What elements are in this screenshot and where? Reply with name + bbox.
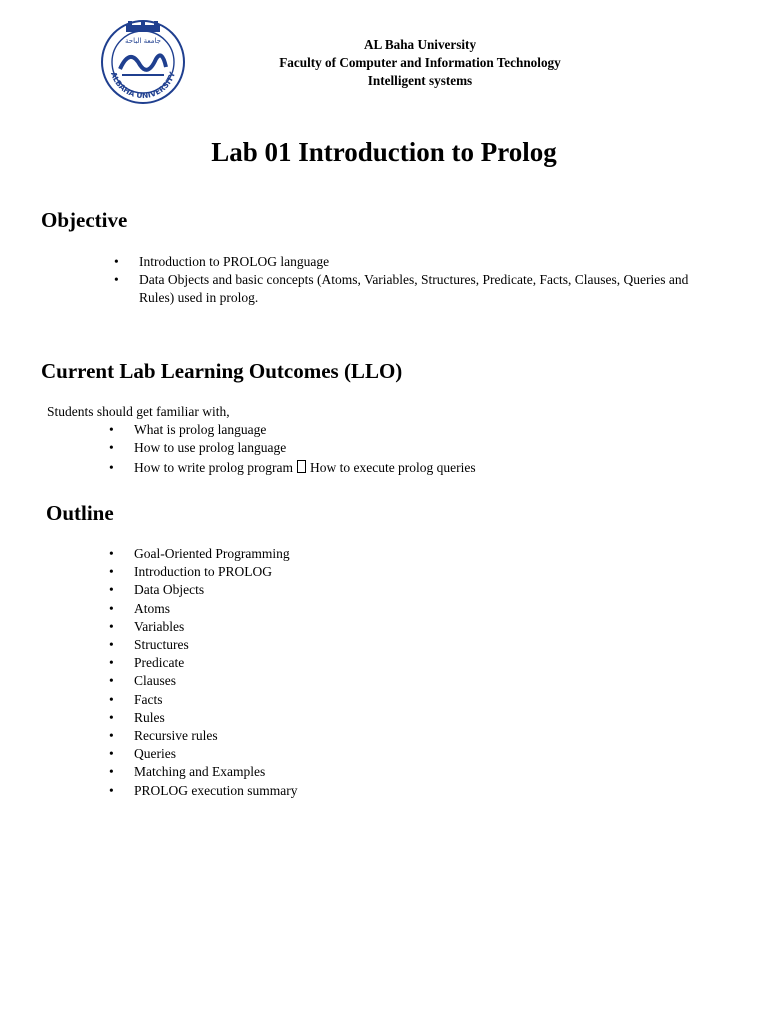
list-item-text: Queries bbox=[134, 746, 176, 762]
list-item bbox=[109, 421, 694, 439]
university-name: AL Baha University bbox=[363, 37, 477, 52]
missing-glyph-box-icon bbox=[297, 460, 306, 473]
bullet: • bbox=[109, 746, 114, 762]
bullet: • bbox=[114, 272, 119, 288]
list-item bbox=[109, 763, 634, 781]
list-item-text: Atoms bbox=[134, 600, 171, 616]
university-header bbox=[220, 36, 620, 90]
list-item bbox=[109, 439, 694, 457]
list-item bbox=[109, 654, 634, 672]
list-item-text: Predicate bbox=[134, 655, 185, 671]
list-item bbox=[109, 545, 634, 563]
logo-arabic-small: جامعة الباحة bbox=[125, 37, 161, 45]
bullet: • bbox=[109, 422, 114, 437]
objective-heading: Objective bbox=[41, 208, 128, 232]
list-item bbox=[109, 672, 634, 690]
list-item-text: Variables bbox=[134, 618, 185, 634]
list-item bbox=[109, 459, 694, 477]
list-item bbox=[109, 581, 634, 599]
albaha-university-logo bbox=[100, 19, 186, 105]
outline-heading: Outline bbox=[46, 501, 114, 525]
list-item-text: Data Objects and basic concepts (Atoms, Variables, Structures, Predicate, Facts, Clauses, Queries and Rules) used in prolog. bbox=[139, 272, 689, 306]
bullet: • bbox=[109, 637, 114, 653]
list-item-text: Introduction to PROLOG language bbox=[139, 254, 330, 269]
llo-intro: Students should get familiar with, bbox=[47, 404, 230, 419]
bullet: • bbox=[109, 691, 114, 707]
bullet: • bbox=[109, 582, 114, 598]
list-item-text: Clauses bbox=[134, 673, 176, 689]
list-item-text: Rules bbox=[134, 709, 165, 725]
bullet: • bbox=[109, 673, 114, 689]
bullet: • bbox=[109, 728, 114, 744]
bullet: • bbox=[109, 764, 114, 780]
list-item-text: How to use prolog language bbox=[134, 440, 287, 456]
list-item bbox=[109, 709, 634, 727]
logo-ring-text: ALBAHA UNIVERSITY bbox=[108, 70, 178, 101]
list-item bbox=[114, 253, 719, 271]
faculty-name: Faculty of Computer and Information Technology bbox=[279, 55, 561, 70]
llo-list bbox=[109, 421, 694, 478]
list-item bbox=[114, 271, 719, 307]
list-item bbox=[109, 563, 634, 581]
list-item bbox=[109, 636, 634, 654]
bullet: • bbox=[109, 782, 114, 798]
objective-list bbox=[114, 253, 719, 308]
list-item bbox=[109, 727, 634, 745]
list-item-text: Recursive rules bbox=[134, 728, 218, 744]
bullet: • bbox=[109, 618, 114, 634]
list-item bbox=[109, 600, 634, 618]
bullet: • bbox=[109, 709, 114, 725]
bullet: • bbox=[114, 254, 119, 269]
outline-list bbox=[109, 545, 634, 800]
list-item bbox=[109, 691, 634, 709]
bullet: • bbox=[109, 440, 114, 456]
bullet: • bbox=[109, 564, 114, 580]
llo-heading: Current Lab Learning Outcomes (LLO) bbox=[41, 359, 403, 383]
list-item bbox=[109, 618, 634, 636]
list-item-text: How to write prolog program bbox=[134, 460, 293, 476]
list-item-text: Matching and Examples bbox=[134, 764, 266, 780]
list-item-text: Data Objects bbox=[134, 582, 205, 598]
list-item-text: Goal-Oriented Programming bbox=[134, 546, 290, 561]
list-item-text: How to execute prolog queries bbox=[309, 460, 476, 476]
page-title: Lab 01 Introduction to Prolog bbox=[211, 137, 557, 167]
list-item-text: PROLOG execution summary bbox=[134, 782, 298, 798]
bullet: • bbox=[109, 546, 114, 561]
list-item-text: Structures bbox=[134, 637, 189, 653]
list-item bbox=[109, 782, 634, 800]
course-name: Intelligent systems bbox=[367, 73, 473, 88]
bullet: • bbox=[109, 655, 114, 671]
bullet: • bbox=[109, 600, 114, 616]
list-item-text: What is prolog language bbox=[134, 422, 267, 437]
list-item-text: Facts bbox=[134, 691, 163, 707]
list-item-text: Introduction to PROLOG bbox=[134, 564, 272, 580]
bullet: • bbox=[109, 460, 114, 476]
list-item bbox=[109, 745, 634, 763]
